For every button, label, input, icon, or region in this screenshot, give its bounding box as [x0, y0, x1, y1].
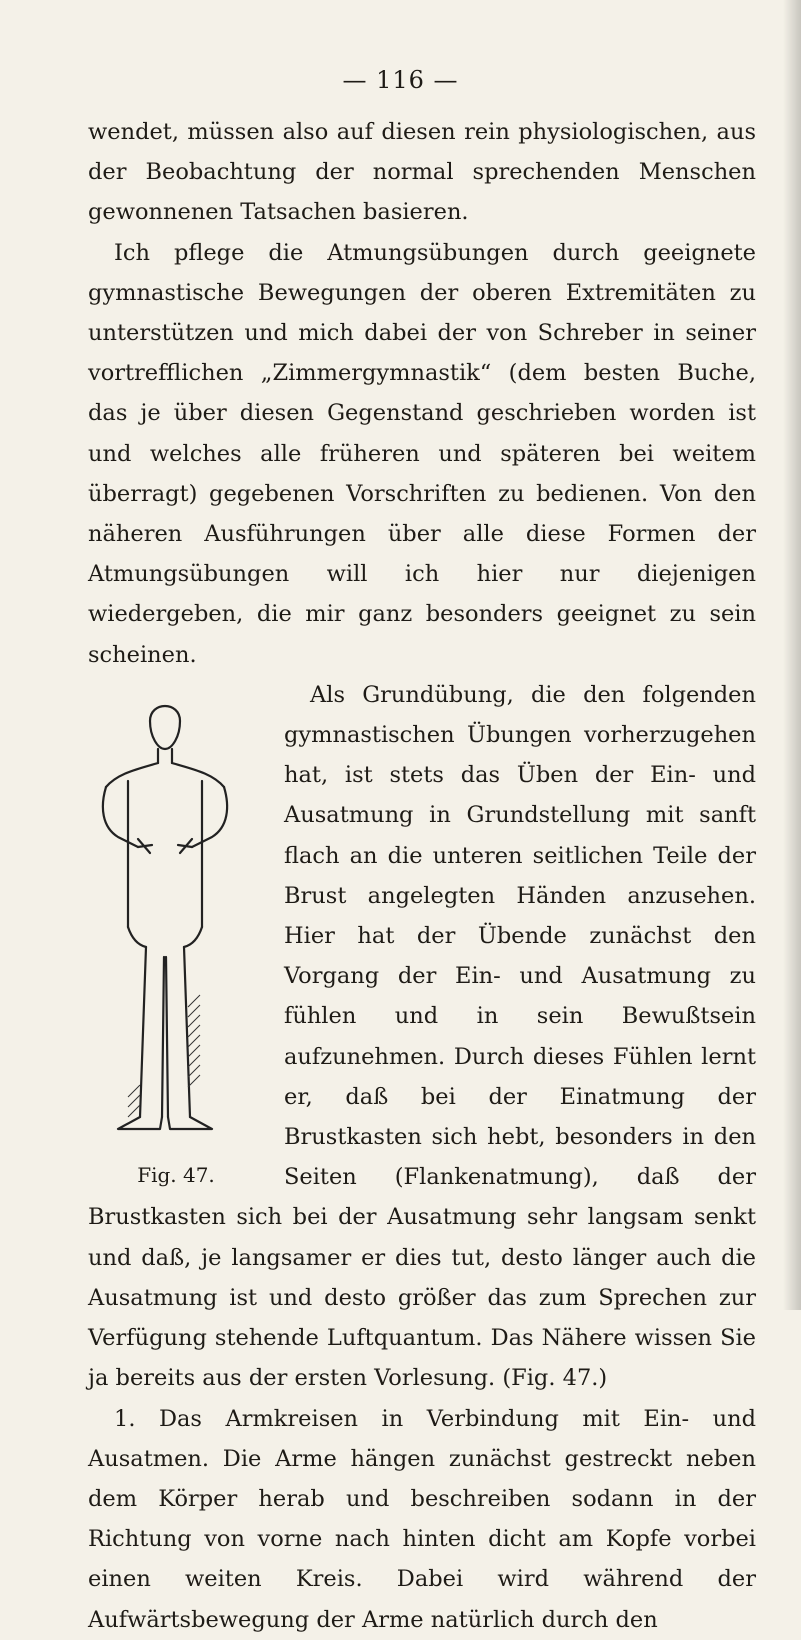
page-edge-shadow — [783, 0, 801, 1310]
paragraph-3 — [88, 675, 756, 1399]
paragraph-1: wendet, müssen also auf diesen rein physiologischen, aus der Beobachtung der normal sprechenden Menschen gewonnenen Tatsachen basieren. — [88, 119, 756, 226]
figure-caption: Fig. 47. — [137, 1162, 215, 1187]
page-number: — 116 — — [342, 66, 459, 94]
paragraph-2: Ich pflege die Atmungsübungen durch geeignete gymnastische Bewegungen der oberen Extremitäten zu unterstützen und mich dabei der von Schreber in seiner vortrefflichen „Zimmergymnastik“ (dem besten Buche, das je über diesen Gegenstand geschrieben worden ist und welches alle früheren und späteren bei weitem überragt) gegebenen Vorschriften zu bedienen. Von den näheren Ausführungen über alle diese Formen der Atmungsübungen will ich hier nur diejenigen wiedergeben, die mir ganz besonders geeignet zu sein scheinen. — [88, 239, 756, 668]
figure-47-illustration — [88, 677, 238, 1147]
body-text — [88, 112, 756, 1640]
figure-47 — [88, 677, 266, 1189]
paragraph-3-text: Als Grundübung, die den folgenden gymnastischen Übungen vorherzugehen hat, ist stets das Üben der Ein- und Ausatmung in Grundstellung mit sanft flach an die unteren seitlichen Teile der Brust angelegten Händen anzusehen. Hier hat der Übende zunächst den Vorgang der Ein- und Ausatmung zu fühlen und in sein Bewußtsein aufzunehmen. Durch dieses Fühlen lernt er, daß bei der Einatmung der Brustkasten sich hebt, besonders in den Seiten (Flankenatmung), daß der Brustkasten sich bei der Ausatmung sehr langsam senkt und daß, je langsamer er dies tut, desto länger auch die Ausatmung ist und desto größer das zum Sprechen zur Verfügung stehende Luftquantum. Das Nähere wissen Sie ja bereits aus der ersten Vorlesung. (Fig. 47.) — [88, 681, 756, 1392]
paragraph-4: 1. Das Armkreisen in Verbindung mit Ein- und Ausatmen. Die Arme hängen zunächst gestreckt neben dem Körper herab und beschreiben sodann in der Richtung von vorne nach hinten dicht am Kopfe vorbei einen weiten Kreis. Dabei wird während der Aufwärtsbewegung der Arme natürlich durch den — [88, 1405, 756, 1633]
